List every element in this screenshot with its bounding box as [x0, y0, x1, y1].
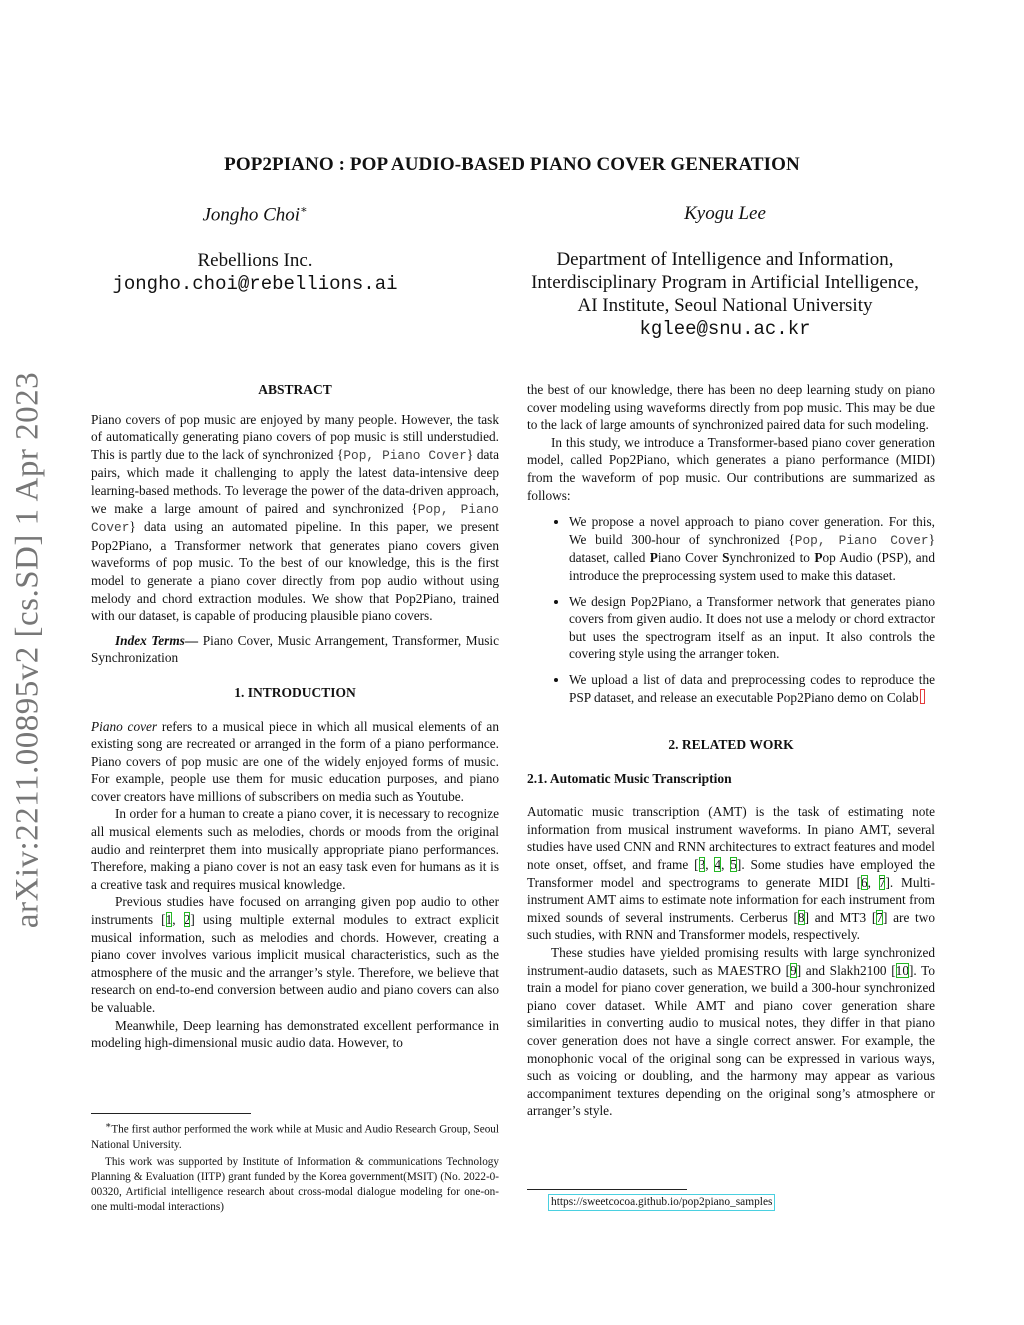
section-heading-related-work: 2. RELATED WORK [668, 737, 794, 753]
intro-paragraph: the best of our knowledge, there has been no deep learning study on piano cover modeling using waveforms directly from pop music. This may be due to the lack of large amounts of synchronized paired data for such modeling. [527, 382, 935, 433]
right-footnote [548, 1194, 928, 1211]
subsection-heading: 2.1. Automatic Music Transcription [527, 770, 732, 786]
author-affiliation: AI Institute, Seoul National University [577, 295, 873, 316]
list-item: • We design Pop2Piano, a Transformer network that generates piano covers from given audio. It does not use a melody or chord extractor but uses the spectrogram itself as an input. It also controls the covering style using the arranger token. [569, 593, 935, 663]
author-block-2 [505, 203, 945, 341]
related-paragraph: These studies have yielded promising results with large synchronized instrument-audio datasets, such as MAESTRO [9] and Slakh2100 [10]. To train a model for piano cover generation, we build a 300-hour synchronized piano cover dataset. While AMT and piano cover generation share similarities in converting audio to musical notes, they differ in that piano cover generation does not have a single correct answer. For example, the monophonic vocal of the original song can be expressed in various ways, such as voicing or doubling, and the harmony may appear as various accompaniment textures depending on the original song’s atmosphere or arranger’s style. [527, 945, 935, 1119]
citation-link[interactable]: 7 [876, 909, 883, 925]
citation-link[interactable]: 8 [797, 909, 805, 925]
intro-paragraph: In this study, we introduce a Transformer-based piano cover generation model, called Pop2Piano, which generates a piano performance (MIDI) from the waveform of pop music. Our contributions are summarized as follows: [527, 434, 935, 503]
author-name: Kyogu Lee [684, 203, 766, 224]
list-item: • We propose a novel approach to piano cover generation. For this, We build 300-hour of synchronized {Pop, Piano Cover} dataset, called Piano Cover Synchronized to Pop Audio (PSP), and introduce the preprocessing system used to make this dataset. [569, 513, 935, 584]
intro-paragraph: Piano cover refers to a musical piece in which all musical elements of an existing song are recreated or arranged in the form of a piano performance. Piano covers of pop music are one of the widely enjoyed forms of music. For example, people use them for music education purposes, and piano cover creators have millions of subscribers on media such as Youtube. [91, 718, 499, 804]
author-block-1 [100, 203, 410, 296]
citation-link[interactable]: 4 [714, 857, 722, 873]
intro-paragraph: In order for a human to create a piano cover, it is necessary to recognize all musical elements such as melodies, chords or moods from the original audio and reinterpret them into musically appropriate piano performances. Therefore, making a piano cover is not an easy task even for humans as it is a creative task and requires musical knowledge. [91, 806, 499, 892]
author-email[interactable]: jongho.choi@rebellions.ai [112, 273, 398, 296]
citation-link[interactable]: 10 [895, 962, 909, 978]
citation-link[interactable]: 2 [183, 912, 191, 928]
left-column [91, 381, 499, 1052]
citation-link[interactable]: 5 [730, 857, 737, 873]
intro-paragraph: Meanwhile, Deep learning has demonstrated excellent performance in modeling high-dimensional music audio data. However, to [91, 1017, 499, 1051]
arxiv-stamp: arXiv:2211.00895v2 [cs.SD] 1 Apr 2023 [9, 371, 46, 929]
citation-link[interactable]: 7 [878, 874, 886, 890]
left-footnotes [91, 1119, 499, 1215]
author-email[interactable]: kglee@snu.ac.kr [639, 318, 811, 340]
section-heading-introduction: 1. INTRODUCTION [234, 684, 356, 700]
citation-link[interactable]: 9 [790, 962, 797, 978]
contributions-list [527, 513, 935, 706]
citation-link[interactable]: 6 [861, 874, 868, 890]
abstract-heading: ABSTRACT [258, 382, 332, 397]
related-paragraph: Automatic music transcription (AMT) is the task of estimating note information from musical instrument waveforms. In piano AMT, several studies have used CNN and RNN architectures to extract features and model note onset, offset, and frame [3, 4, 5]. Some studies have employed the Transformer model and spectrograms to generate MIDI [6, 7]. Multi-instrument AMT aims to estimate note information for each instrument from mixed sounds of several instruments. Cerberus [8] and MT3 [7] are two such studies, with RNN and Transformer models, respectively. [527, 804, 936, 943]
footnote-rule [527, 1189, 687, 1190]
footnote: ∗The first author performed the work while at Music and Audio Research Group, Seoul National University. [91, 1121, 499, 1151]
author-affiliation: Rebellions Inc. [197, 250, 313, 272]
list-item: • We upload a list of data and preprocessing codes to reproduce the PSP dataset, and release an executable Pop2Piano demo on Colab [569, 671, 935, 706]
right-column [527, 381, 935, 1120]
author-affiliation: Department of Intelligence and Information, [556, 249, 894, 270]
index-terms: Index Terms— Piano Cover, Music Arrangement, Transformer, Music Synchronization [91, 632, 500, 666]
citation-link[interactable]: 3 [698, 857, 706, 873]
footnote-link[interactable] [920, 689, 925, 704]
intro-paragraph: Previous studies have focused on arranging given pop audio to other instruments [1, 2] using multiple external modules to extract explicit musical information, such as melodies and chords. However, creating a piano cover involves various implicit musical characteristics, such as the atmosphere of the music and the arranger’s style. Therefore, we believe that research on end-to-end conversion between audio and piano covers can also be valuable. [91, 894, 499, 1015]
paper-title: POP2PIANO : POP AUDIO-BASED PIANO COVER GENERATION [224, 154, 800, 175]
demo-url-link[interactable]: https://sweetcocoa.github.io/pop2piano_samples [548, 1194, 775, 1211]
footnote-rule [91, 1113, 251, 1114]
citation-link[interactable]: 1 [165, 912, 173, 928]
author-name: Jongho Choi∗ [202, 204, 308, 226]
author-affiliation: Interdisciplinary Program in Artificial Intelligence, [531, 272, 919, 293]
abstract-text: Piano covers of pop music are enjoyed by many people. However, the task of automatically generating piano covers of pop music is still understudied. This is partly due to the lack of synchronized {Pop, Piano Cover} data pairs, which made it challenging to apply the latest data-intensive deep learning-based methods. To leverage the power of the data-driven approach, we make a large amount of paired and synchronized {Pop, Piano Cover} data using an automated pipeline. In this paper, we present Pop2Piano, a Transformer network that generates piano covers given waveforms of pop music. To the best of our knowledge, this is the first model to generate a piano cover directly from pop audio without using melody and chord extraction modules. We show that Pop2Piano, trained with our dataset, is capable of producing plausible piano covers. [91, 411, 499, 624]
footnote: This work was supported by Institute of Information & communications Technology Planning & Evaluation (IITP) grant funded by the Korea government(MSIT) (No. 2022-0-00320, Artificial intelligence research about cross-modal dialogue modeling for one-on-one multi-modal interactions) [91, 1156, 499, 1213]
